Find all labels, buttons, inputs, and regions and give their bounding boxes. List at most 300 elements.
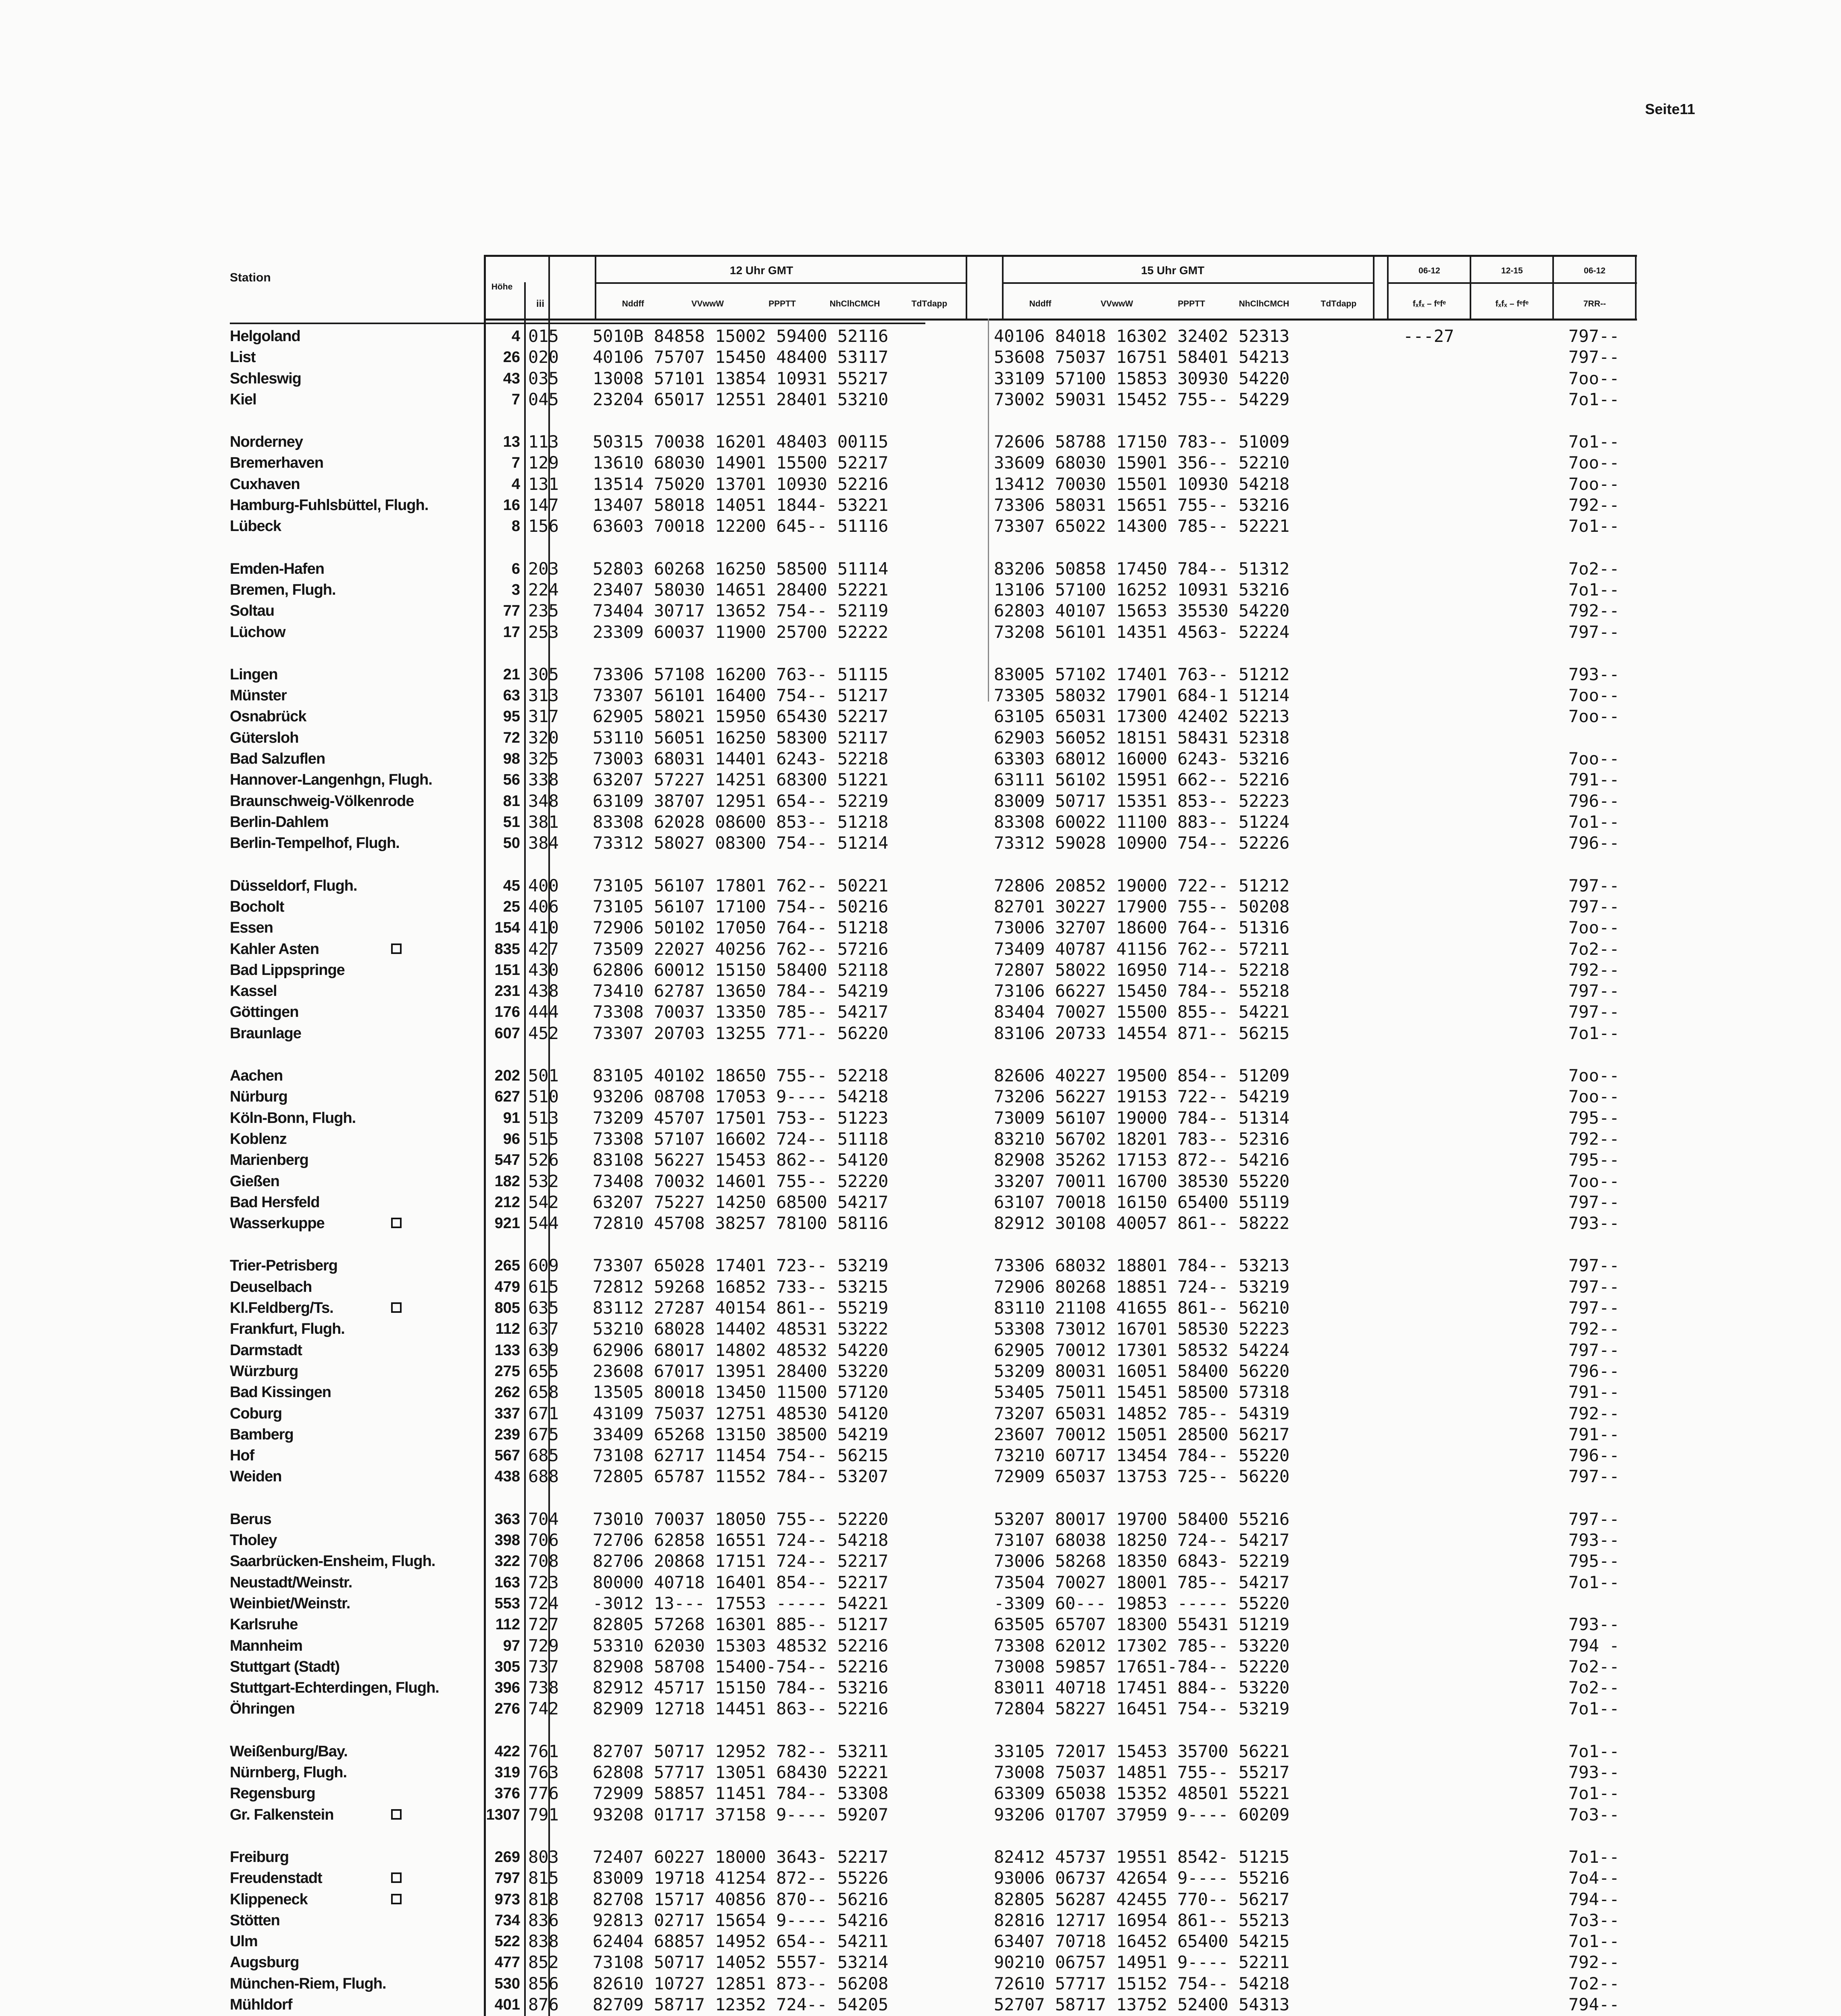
station-id: 020 <box>528 347 559 367</box>
obs-12-uhr: 13514 75020 13701 10930 52216 <box>593 474 889 494</box>
station-name: Ulm <box>230 1933 258 1950</box>
station-height: 422 <box>494 1743 520 1760</box>
station-id: 675 <box>528 1425 559 1444</box>
obs-15-uhr: 73008 75037 14851 755-- 55217 <box>994 1762 1290 1782</box>
extra-rr: 7oo-- <box>1568 474 1620 494</box>
station-id: 708 <box>528 1551 559 1571</box>
obs-12-uhr: 73209 45707 17501 753-- 51223 <box>593 1108 889 1128</box>
obs-12-uhr: 73307 56101 16400 754-- 51217 <box>593 685 889 705</box>
extra-rr: 7oo-- <box>1568 685 1620 705</box>
extra-rr: 7oo-- <box>1568 706 1620 726</box>
station-name: Regensburg <box>230 1785 315 1802</box>
extra-rr: 793-- <box>1568 1614 1620 1634</box>
station-height: 72 <box>503 729 520 746</box>
station-id: 513 <box>528 1108 559 1128</box>
extra-rr: 792-- <box>1568 1404 1620 1423</box>
obs-12-uhr: 73404 30717 13652 754-- 52119 <box>593 601 889 621</box>
extra-rr: 7o2-- <box>1568 1678 1620 1697</box>
obs-12-uhr: 43109 75037 12751 48530 54120 <box>593 1404 889 1423</box>
station-name: Bocholt <box>230 898 284 915</box>
obs-12-uhr: 73003 68031 14401 6243- 52218 <box>593 749 889 768</box>
obs-15-uhr: 73208 56101 14351 4563- 52224 <box>994 622 1290 642</box>
obs-12-uhr: 72407 60227 18000 3643- 52217 <box>593 1847 889 1867</box>
obs-12-uhr: 53210 68028 14402 48531 53222 <box>593 1319 889 1339</box>
station-name: List <box>230 349 256 366</box>
col-head-15-3: NhClhCMCH <box>1239 299 1289 308</box>
obs-15-uhr: 82816 12717 16954 861-- 55213 <box>994 1910 1290 1930</box>
extra-rr: 797-- <box>1568 1340 1620 1360</box>
station-name: Köln-Bonn, Flugh. <box>230 1110 356 1127</box>
extra-rr: 7oo-- <box>1568 1087 1620 1106</box>
station-height: 376 <box>494 1785 520 1802</box>
station-name: Bad Hersfeld <box>230 1194 320 1211</box>
obs-12-uhr: 82706 20868 17151 724-- 52217 <box>593 1551 889 1571</box>
square-icon <box>391 1218 402 1228</box>
station-id: 452 <box>528 1023 559 1043</box>
obs-15-uhr: 63505 65707 18300 55431 51219 <box>994 1614 1290 1634</box>
extra-rr: 792-- <box>1568 1129 1620 1149</box>
obs-15-uhr: 83206 50858 17450 784-- 51312 <box>994 559 1290 579</box>
station-height: 7 <box>511 391 520 408</box>
obs-15-uhr: 90210 06757 14951 9---- 52211 <box>994 1952 1290 1972</box>
station-height: 25 <box>503 898 520 915</box>
station-name: Bamberg <box>230 1426 294 1443</box>
obs-15-uhr: 72804 58227 16451 754-- 53219 <box>994 1699 1290 1718</box>
obs-12-uhr: 82908 58708 15400-754-- 52216 <box>593 1657 889 1677</box>
station-height: 50 <box>503 835 520 852</box>
obs-15-uhr: 73002 59031 15452 755-- 54229 <box>994 389 1290 409</box>
obs-15-uhr: 82606 40227 19500 854-- 51209 <box>994 1066 1290 1085</box>
station-name: Kiel <box>230 391 256 408</box>
extra-rr: 792-- <box>1568 960 1620 980</box>
obs-15-uhr: 93006 06737 42654 9---- 55216 <box>994 1868 1290 1888</box>
extra-rr: 797-- <box>1568 1509 1620 1529</box>
station-id: 815 <box>528 1868 559 1888</box>
obs-12-uhr: 13505 80018 13450 11500 57120 <box>593 1382 889 1402</box>
station-name: Bad Salzuflen <box>230 750 325 767</box>
extra-rr: 797-- <box>1568 1192 1620 1212</box>
station-id: 704 <box>528 1509 559 1529</box>
obs-15-uhr: 63107 70018 16150 65400 55119 <box>994 1192 1290 1212</box>
extra-06-12: ---27 <box>1403 326 1454 346</box>
obs-15-uhr: 82701 30227 17900 755-- 50208 <box>994 897 1290 916</box>
station-name: Cuxhaven <box>230 476 300 493</box>
station-id: 737 <box>528 1657 559 1677</box>
extra-rr: 7oo-- <box>1568 369 1620 388</box>
station-height: 212 <box>494 1194 520 1211</box>
obs-12-uhr: 72909 58857 11451 784-- 53308 <box>593 1783 889 1803</box>
header-hoehe: Höhe <box>491 282 513 292</box>
station-name: Kl.Feldberg/Ts. <box>230 1297 407 1318</box>
extra-rr: 797-- <box>1568 622 1620 642</box>
station-id: 235 <box>528 601 559 621</box>
obs-12-uhr: 23204 65017 12551 28401 53210 <box>593 389 889 409</box>
station-id: 544 <box>528 1213 559 1233</box>
station-id: 635 <box>528 1298 559 1318</box>
station-height: 477 <box>494 1954 520 1971</box>
extra-rr: 7o1-- <box>1568 1931 1620 1951</box>
extra-rr: 793-- <box>1568 1530 1620 1550</box>
station-id: 015 <box>528 326 559 346</box>
station-id: 776 <box>528 1783 559 1803</box>
obs-12-uhr: 73108 62717 11454 754-- 56215 <box>593 1445 889 1465</box>
extra-rr: 791-- <box>1568 1382 1620 1402</box>
obs-15-uhr: 63303 68012 16000 6243- 53216 <box>994 749 1290 768</box>
obs-15-uhr: 23607 70012 15051 28500 56217 <box>994 1425 1290 1444</box>
obs-15-uhr: 73307 65022 14300 785-- 52221 <box>994 516 1290 536</box>
obs-15-uhr: 73305 58032 17901 684-1 51214 <box>994 685 1290 705</box>
station-id: 818 <box>528 1889 559 1909</box>
obs-15-uhr: 72606 58788 17150 783-- 51009 <box>994 432 1290 452</box>
station-height: 265 <box>494 1257 520 1274</box>
station-height: 56 <box>503 771 520 788</box>
station-height: 4 <box>511 328 520 345</box>
station-height: 239 <box>494 1426 520 1443</box>
extra-head-sub-0: fₓfₓ – fᵉfᵉ <box>1412 299 1446 308</box>
extra-rr: 796-- <box>1568 833 1620 853</box>
obs-15-uhr: 82412 45737 19551 8542- 51215 <box>994 1847 1290 1867</box>
obs-15-uhr: 53308 73012 16701 58530 52223 <box>994 1319 1290 1339</box>
station-height: 305 <box>494 1658 520 1675</box>
station-name: München-Riem, Flugh. <box>230 1975 386 1992</box>
station-height: 16 <box>503 497 520 514</box>
station-height: 607 <box>494 1025 520 1042</box>
extra-rr: 7oo-- <box>1568 1171 1620 1191</box>
station-id: 129 <box>528 453 559 473</box>
station-id: 532 <box>528 1171 559 1191</box>
obs-12-uhr: 73105 56107 17100 754-- 50216 <box>593 897 889 916</box>
station-height: 95 <box>503 708 520 725</box>
station-id: 400 <box>528 876 559 896</box>
station-name: Schleswig <box>230 370 301 387</box>
station-height: 479 <box>494 1279 520 1295</box>
station-name: Lübeck <box>230 518 281 535</box>
station-height: 627 <box>494 1088 520 1105</box>
station-id: 384 <box>528 833 559 853</box>
extra-rr: 7o1-- <box>1568 1023 1620 1043</box>
extra-rr: 793-- <box>1568 1213 1620 1233</box>
station-height: 133 <box>494 1342 520 1359</box>
obs-12-uhr: 53310 62030 15303 48532 52216 <box>593 1636 889 1656</box>
obs-12-uhr: 23407 58030 14651 28400 52221 <box>593 580 889 600</box>
extra-head-sub-1: fₓfₓ – fᵉfᵉ <box>1495 299 1529 308</box>
extra-rr: 792-- <box>1568 495 1620 515</box>
obs-15-uhr: 82908 35262 17153 872-- 54216 <box>994 1150 1290 1170</box>
obs-12-uhr: 23608 67017 13951 28400 53220 <box>593 1361 889 1381</box>
obs-12-uhr: 72812 59268 16852 733-- 53215 <box>593 1277 889 1297</box>
obs-15-uhr: 53207 80017 19700 58400 55216 <box>994 1509 1290 1529</box>
station-name: Klippeneck <box>230 1889 407 1910</box>
station-name: Frankfurt, Flugh. <box>230 1320 345 1337</box>
station-name: Aachen <box>230 1067 283 1084</box>
station-height: 8 <box>511 518 520 535</box>
station-height: 151 <box>494 962 520 979</box>
station-id: 655 <box>528 1361 559 1381</box>
station-name: Essen <box>230 919 273 936</box>
station-id: 320 <box>528 728 559 748</box>
station-height: 553 <box>494 1595 520 1612</box>
station-id: 045 <box>528 389 559 409</box>
station-height: 91 <box>503 1110 520 1127</box>
station-name: Osnabrück <box>230 708 306 725</box>
obs-12-uhr: 83009 19718 41254 872-- 55226 <box>593 1868 889 1888</box>
station-id: 727 <box>528 1614 559 1634</box>
obs-15-uhr: 73107 68038 18250 724-- 54217 <box>994 1530 1290 1550</box>
obs-12-uhr: 82805 57268 16301 885-- 51217 <box>593 1614 889 1634</box>
station-id: 688 <box>528 1466 559 1486</box>
station-name: Stuttgart-Echterdingen, Flugh. <box>230 1679 439 1696</box>
col-head-12-1: VVwwW <box>691 299 724 308</box>
obs-15-uhr: 73312 59028 10900 754-- 52226 <box>994 833 1290 853</box>
station-height: 77 <box>503 602 520 619</box>
station-id: 738 <box>528 1678 559 1697</box>
station-id: 313 <box>528 685 559 705</box>
station-name: Lüchow <box>230 624 285 641</box>
station-name: Wasserkuppe <box>230 1213 407 1234</box>
station-id: 803 <box>528 1847 559 1867</box>
station-name: Freiburg <box>230 1849 289 1866</box>
extra-rr: 794-- <box>1568 1995 1620 2014</box>
obs-15-uhr: 73006 32707 18600 764-- 51316 <box>994 918 1290 937</box>
station-id: 430 <box>528 960 559 980</box>
station-name: Gr. Falkenstein <box>230 1804 407 1825</box>
obs-15-uhr: 73207 65031 14852 785-- 54319 <box>994 1404 1290 1423</box>
station-height: 401 <box>494 1996 520 2013</box>
station-height: 13 <box>503 433 520 450</box>
extra-rr: 7o1-- <box>1568 580 1620 600</box>
obs-12-uhr: 73308 57107 16602 724-- 51118 <box>593 1129 889 1149</box>
extra-rr: 797-- <box>1568 876 1620 896</box>
extra-rr: 797-- <box>1568 347 1620 367</box>
station-id: 406 <box>528 897 559 916</box>
station-name: Düsseldorf, Flugh. <box>230 877 357 894</box>
extra-rr: 797-- <box>1568 1002 1620 1022</box>
col-head-12-3: NhClhCMCH <box>829 299 880 308</box>
station-name: Bremen, Flugh. <box>230 581 336 598</box>
station-id: 510 <box>528 1087 559 1106</box>
obs-12-uhr: 62905 58021 15950 65430 52217 <box>593 706 889 726</box>
col-head-12-2: PPPTT <box>768 299 796 308</box>
station-name: Hamburg-Fuhlsbüttel, Flugh. <box>230 497 429 514</box>
obs-15-uhr: 52707 58717 13752 52400 54313 <box>994 1995 1290 2014</box>
station-id: 410 <box>528 918 559 937</box>
station-height: 396 <box>494 1679 520 1696</box>
obs-15-uhr: 40106 84018 16302 32402 52313 <box>994 326 1290 346</box>
obs-12-uhr: 73307 65028 17401 723-- 53219 <box>593 1256 889 1275</box>
station-name: Stötten <box>230 1912 280 1929</box>
obs-15-uhr: 83404 70027 15500 855-- 54221 <box>994 1002 1290 1022</box>
extra-rr: 797-- <box>1568 1466 1620 1486</box>
station-name: Soltau <box>230 602 275 619</box>
station-id: 253 <box>528 622 559 642</box>
col-head-12-0: Nddff <box>622 299 644 308</box>
station-name: Weißenburg/Bay. <box>230 1743 348 1760</box>
station-height: 202 <box>494 1067 520 1084</box>
station-height: 4 <box>511 476 520 493</box>
extra-rr: 7o3-- <box>1568 1910 1620 1930</box>
obs-15-uhr: -3309 60--- 19853 ----- 55220 <box>994 1593 1290 1613</box>
station-name: Nürnberg, Flugh. <box>230 1764 347 1781</box>
obs-15-uhr: 82805 56287 42455 770-- 56217 <box>994 1889 1290 1909</box>
header-15-uhr: 15 Uhr GMT <box>1141 264 1205 277</box>
station-height: 547 <box>494 1152 520 1168</box>
obs-15-uhr: 53608 75037 16751 58401 54213 <box>994 347 1290 367</box>
station-height: 805 <box>494 1300 520 1316</box>
obs-15-uhr: 33105 72017 15453 35700 56221 <box>994 1741 1290 1761</box>
extra-rr: 7oo-- <box>1568 1066 1620 1085</box>
obs-15-uhr: 73008 59857 17651-784-- 52220 <box>994 1657 1290 1677</box>
obs-12-uhr: 13407 58018 14051 1844- 53221 <box>593 495 889 515</box>
station-height: 276 <box>494 1700 520 1717</box>
obs-12-uhr: 73312 58027 08300 754-- 51214 <box>593 833 889 853</box>
obs-15-uhr: 72906 80268 18851 724-- 53219 <box>994 1277 1290 1297</box>
square-icon <box>391 943 402 954</box>
square-icon <box>391 1872 402 1883</box>
obs-15-uhr: 13412 70030 15501 10930 54218 <box>994 474 1290 494</box>
extra-rr: 796-- <box>1568 1361 1620 1381</box>
obs-12-uhr: 73308 70037 13350 785-- 54217 <box>593 1002 889 1022</box>
station-name: Gütersloh <box>230 729 299 746</box>
obs-15-uhr: 63111 56102 15951 662-- 52216 <box>994 770 1290 789</box>
extra-rr: 7oo-- <box>1568 918 1620 937</box>
obs-15-uhr: 73006 58268 18350 6843- 52219 <box>994 1551 1290 1571</box>
station-name: Darmstadt <box>230 1342 302 1359</box>
extra-rr: 7o1-- <box>1568 812 1620 832</box>
extra-rr: 7o4-- <box>1568 1868 1620 1888</box>
obs-12-uhr: 82909 12718 14451 863-- 52216 <box>593 1699 889 1718</box>
obs-12-uhr: 73010 70037 18050 755-- 52220 <box>593 1509 889 1529</box>
obs-12-uhr: 13610 68030 14901 15500 52217 <box>593 453 889 473</box>
extra-rr: 7o2-- <box>1568 559 1620 579</box>
station-name: Karlsruhe <box>230 1616 298 1633</box>
extra-rr: 7o1-- <box>1568 1741 1620 1761</box>
station-name: Deuselbach <box>230 1279 312 1295</box>
station-height: 530 <box>494 1975 520 1992</box>
extra-rr: 796-- <box>1568 1445 1620 1465</box>
obs-15-uhr: 73504 70027 18001 785-- 54217 <box>994 1572 1290 1592</box>
station-name: Weiden <box>230 1468 282 1485</box>
obs-15-uhr: 83005 57102 17401 763-- 51212 <box>994 664 1290 684</box>
station-id: 658 <box>528 1382 559 1402</box>
station-name: Emden-Hafen <box>230 560 324 577</box>
station-height: 21 <box>503 666 520 683</box>
obs-15-uhr: 93206 01707 37959 9---- 60209 <box>994 1805 1290 1824</box>
obs-15-uhr: 83106 20733 14554 871-- 56215 <box>994 1023 1290 1043</box>
extra-rr: 7o1-- <box>1568 432 1620 452</box>
station-id: 317 <box>528 706 559 726</box>
station-name: Koblenz <box>230 1131 287 1148</box>
station-id: 526 <box>528 1150 559 1170</box>
station-id: 113 <box>528 432 559 452</box>
station-name: Marienberg <box>230 1152 308 1168</box>
station-name: Freudenstadt <box>230 1868 407 1889</box>
station-id: 515 <box>528 1129 559 1149</box>
station-id: 203 <box>528 559 559 579</box>
station-height: 3 <box>511 581 520 598</box>
station-height: 182 <box>494 1173 520 1190</box>
obs-12-uhr: 53110 56051 16250 58300 52117 <box>593 728 889 748</box>
station-height: 567 <box>494 1447 520 1464</box>
col-head-15-1: VVwwW <box>1100 299 1133 308</box>
obs-12-uhr: 93206 08708 17053 9---- 54218 <box>593 1087 889 1106</box>
station-name: Stuttgart (Stadt) <box>230 1658 340 1675</box>
extra-rr: 791-- <box>1568 770 1620 789</box>
obs-15-uhr: 62803 40107 15653 35530 54220 <box>994 601 1290 621</box>
station-height: 973 <box>494 1891 520 1908</box>
station-id: 637 <box>528 1319 559 1339</box>
extra-rr: 795-- <box>1568 1551 1620 1571</box>
obs-15-uhr: 83009 50717 15351 853-- 52223 <box>994 791 1290 811</box>
station-height: 1307 <box>486 1806 520 1823</box>
header-station: Station <box>230 271 271 284</box>
station-height: 81 <box>503 793 520 810</box>
extra-rr: 7oo-- <box>1568 453 1620 473</box>
extra-rr: 7oo-- <box>1568 749 1620 768</box>
obs-12-uhr: 73105 56107 17801 762-- 50221 <box>593 876 889 896</box>
station-id: 427 <box>528 939 559 959</box>
station-height: 163 <box>494 1574 520 1591</box>
obs-12-uhr: -3012 13--- 17553 ----- 54221 <box>593 1593 889 1613</box>
station-height: 96 <box>503 1131 520 1148</box>
obs-12-uhr: 93208 01717 37158 9---- 59207 <box>593 1805 889 1824</box>
station-id: 852 <box>528 1952 559 1972</box>
station-height: 45 <box>503 877 520 894</box>
col-head-12-4: TdTdapp <box>911 299 948 308</box>
extra-rr: 797-- <box>1568 1298 1620 1318</box>
station-name: Gießen <box>230 1173 279 1190</box>
obs-15-uhr: 83210 56702 18201 783-- 52316 <box>994 1129 1290 1149</box>
obs-12-uhr: 63109 38707 12951 654-- 52219 <box>593 791 889 811</box>
station-name: Bad Lippspringe <box>230 962 345 979</box>
rule-hoehe <box>524 282 526 2016</box>
station-height: 322 <box>494 1553 520 1570</box>
station-height: 17 <box>503 624 520 641</box>
obs-15-uhr: 83308 60022 11100 883-- 51224 <box>994 812 1290 832</box>
obs-12-uhr: 82708 15717 40856 870-- 56216 <box>593 1889 889 1909</box>
obs-15-uhr: 62903 56052 18151 58431 52318 <box>994 728 1290 748</box>
obs-15-uhr: 72807 58022 16950 714-- 52218 <box>994 960 1290 980</box>
station-name: Braunschweig-Völkenrode <box>230 793 414 810</box>
station-name: Coburg <box>230 1405 282 1422</box>
station-id: 763 <box>528 1762 559 1782</box>
obs-15-uhr: 13106 57100 16252 10931 53216 <box>994 580 1290 600</box>
station-name: Braunlage <box>230 1025 301 1042</box>
obs-12-uhr: 80000 40718 16401 854-- 52217 <box>593 1572 889 1592</box>
extra-rr: 797-- <box>1568 981 1620 1001</box>
station-name: Saarbrücken-Ensheim, Flugh. <box>230 1553 435 1570</box>
station-id: 876 <box>528 1995 559 2014</box>
station-name: Trier-Petrisberg <box>230 1257 337 1274</box>
extra-rr: 794-- <box>1568 1889 1620 1909</box>
extra-rr: 7o1-- <box>1568 1783 1620 1803</box>
obs-15-uhr: 73409 40787 41156 762-- 57211 <box>994 939 1290 959</box>
station-height: 797 <box>494 1870 520 1887</box>
obs-12-uhr: 23309 60037 11900 25700 52222 <box>593 622 889 642</box>
obs-12-uhr: 72810 45708 38257 78100 58116 <box>593 1213 889 1233</box>
obs-12-uhr: 62806 60012 15150 58400 52118 <box>593 960 889 980</box>
square-icon <box>391 1894 402 1904</box>
station-name: Berlin-Tempelhof, Flugh. <box>230 835 400 852</box>
obs-15-uhr: 33207 70011 16700 38530 55220 <box>994 1171 1290 1191</box>
station-name: Augsburg <box>230 1954 299 1971</box>
obs-15-uhr: 72610 57717 15152 754-- 54218 <box>994 1974 1290 1993</box>
station-id: 542 <box>528 1192 559 1212</box>
extra-rr: 791-- <box>1568 1425 1620 1444</box>
extra-rr: 7o1-- <box>1568 1699 1620 1718</box>
extra-rr: 792-- <box>1568 601 1620 621</box>
station-height: 835 <box>494 941 520 958</box>
station-name: Lingen <box>230 666 278 683</box>
